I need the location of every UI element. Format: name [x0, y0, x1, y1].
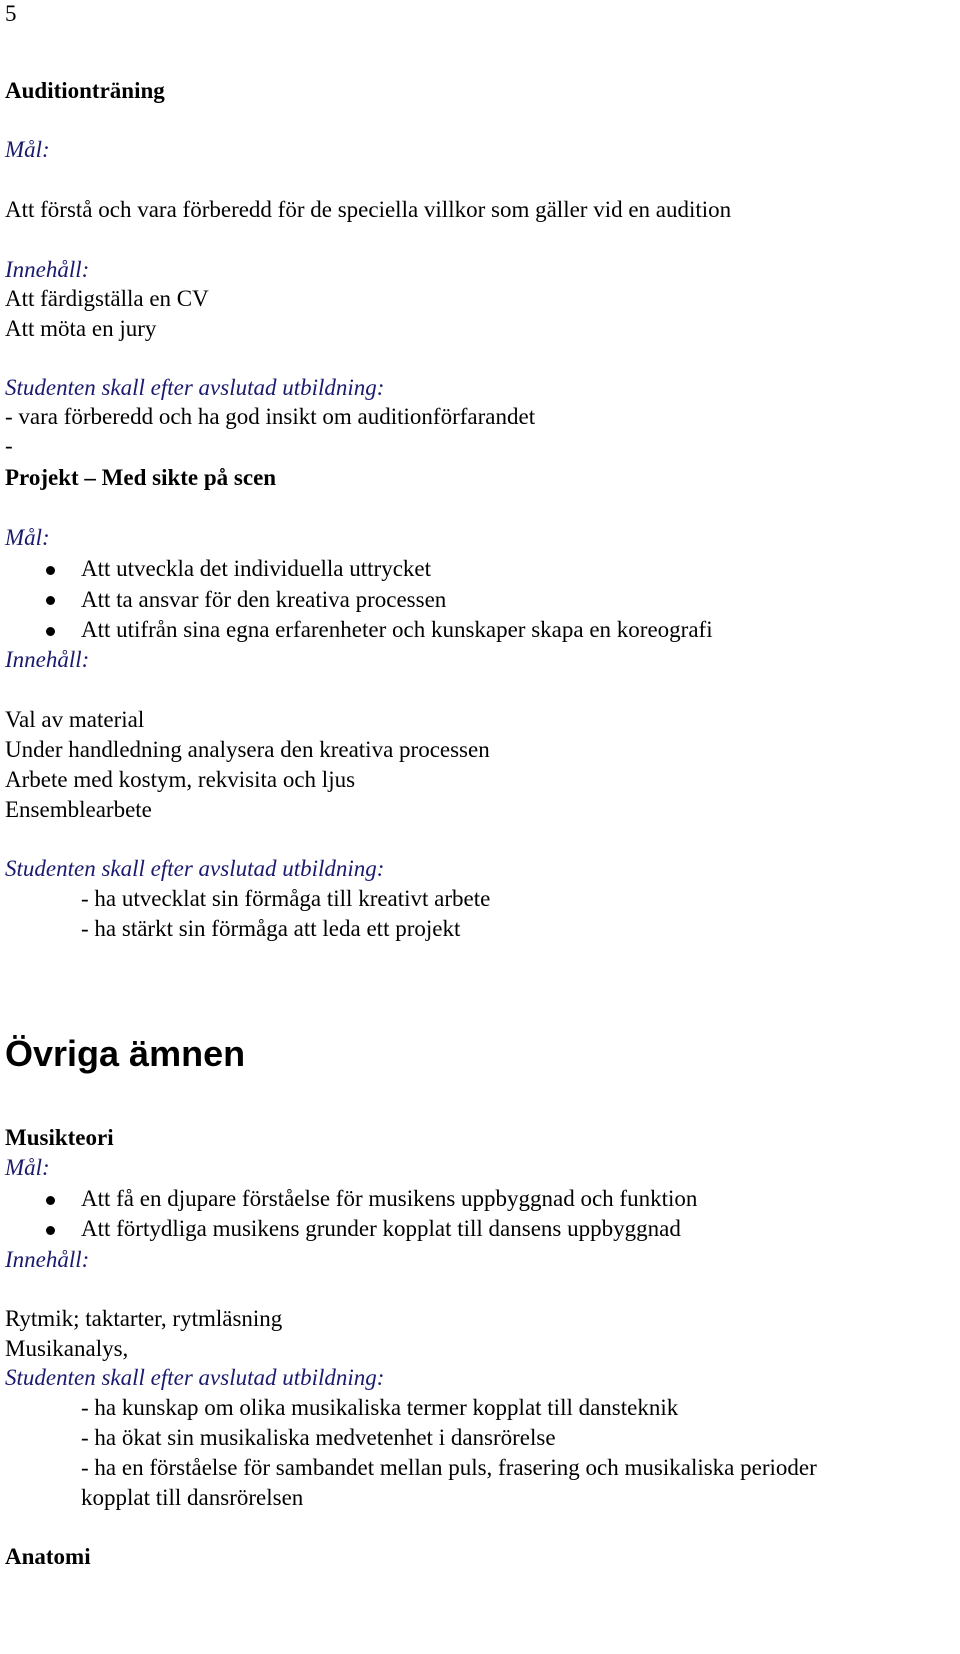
innehall-item: Rytmik; taktarter, rytmläsning [5, 1306, 283, 1331]
studenten-label: Studenten skall efter avslutad utbildning: [5, 375, 385, 400]
innehall-item: Ensemblearbete [5, 797, 152, 822]
studenten-item: kopplat till dansrörelsen [81, 1485, 304, 1510]
bullet-icon [46, 566, 55, 575]
section-title-projekt: Projekt – Med sikte på scen [5, 465, 277, 490]
mal-bullet: Att utveckla det individuella uttrycket [81, 556, 432, 581]
mal-label: Mål: [5, 1155, 50, 1180]
mal-label: Mål: [5, 525, 50, 550]
studenten-item: - ha ökat sin musikaliska medvetenhet i dansrörelse [81, 1425, 556, 1450]
innehall-item: Att färdigställa en CV [5, 286, 209, 311]
section-title-musikteori: Musikteori [5, 1125, 114, 1150]
innehall-label: Innehåll: [5, 1247, 90, 1272]
studenten-label: Studenten skall efter avslutad utbildning: [5, 856, 385, 881]
section-title-anatomi: Anatomi [5, 1544, 91, 1569]
innehall-item: Musikanalys, [5, 1336, 129, 1361]
bullet-icon [46, 596, 55, 605]
studenten-item: - ha kunskap om olika musikaliska termer kopplat till dansteknik [81, 1395, 679, 1420]
studenten-label: Studenten skall efter avslutad utbildning: [5, 1365, 385, 1390]
bullet-icon [46, 1196, 55, 1205]
page-number: 5 [5, 1, 17, 26]
innehall-item: Under handledning analysera den kreativa processen [5, 737, 490, 762]
innehall-item: Arbete med kostym, rekvisita och ljus [5, 767, 356, 792]
studenten-item: - ha en förståelse för sambandet mellan puls, frasering och musikaliska perioder [81, 1455, 817, 1480]
studenten-item: - ha utvecklat sin förmåga till kreativt arbete [81, 886, 491, 911]
innehall-item: Val av material [5, 707, 145, 732]
mal-bullet: Att förtydliga musikens grunder kopplat till dansens uppbyggnad [81, 1216, 681, 1241]
studenten-item: - ha stärkt sin förmåga att leda ett projekt [81, 916, 461, 941]
mal-bullet: Att utifrån sina egna erfarenheter och kunskaper skapa en koreografi [81, 617, 713, 642]
mal-text: Att förstå och vara förberedd för de speciella villkor som gäller vid en audition [5, 197, 732, 222]
mal-bullet: Att få en djupare förståelse för musikens uppbyggnad och funktion [81, 1186, 698, 1211]
mal-label: Mål: [5, 137, 50, 162]
studenten-item: - vara förberedd och ha god insikt om auditionförfarandet [5, 404, 536, 429]
studenten-item: - [5, 433, 13, 458]
innehall-label: Innehåll: [5, 647, 90, 672]
mal-bullet: Att ta ansvar för den kreativa processen [81, 587, 447, 612]
innehall-item: Att möta en jury [5, 316, 157, 341]
bullet-icon [46, 1226, 55, 1235]
innehall-label: Innehåll: [5, 257, 90, 282]
bullet-icon [46, 627, 55, 636]
heading-ovriga-amnen: Övriga ämnen [5, 1033, 246, 1074]
section-title-auditiontraning: Auditionträning [5, 78, 165, 103]
